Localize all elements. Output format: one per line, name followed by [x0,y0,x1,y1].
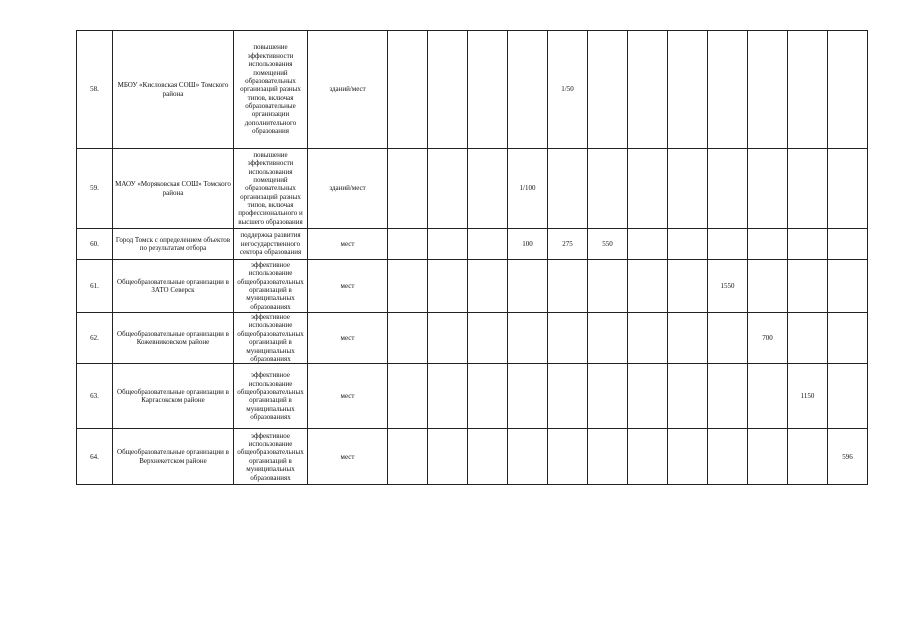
table-row [77,229,868,260]
value-cell: 1550 [708,260,748,313]
value-cell [828,260,868,313]
row-number: 62. [77,313,113,364]
value-cell [428,149,468,229]
value-cell [668,364,708,429]
object-goal: эффективное использование общеобразовательных организаций в муниципальных образованиях [234,364,308,429]
value-cell [388,260,428,313]
measure-unit: зданий/мест [308,149,388,229]
measure-unit: мест [308,260,388,313]
value-cell [708,313,748,364]
value-cell [468,260,508,313]
value-cell [668,313,708,364]
value-cell [508,313,548,364]
value-cell [628,364,668,429]
value-cell [468,31,508,149]
value-cell [828,313,868,364]
value-cell [428,229,468,260]
value-cell [388,229,428,260]
value-cell [548,149,588,229]
value-cell [508,260,548,313]
object-goal: поддержка развития негосударственного сектора образования [234,229,308,260]
row-number: 64. [77,429,113,485]
row-number: 58. [77,31,113,149]
value-cell [468,229,508,260]
value-cell [668,429,708,485]
value-cell [788,229,828,260]
value-cell [388,313,428,364]
value-cell [588,260,628,313]
value-cell: 275 [548,229,588,260]
value-cell [748,31,788,149]
value-cell [548,260,588,313]
table-body [77,31,868,485]
value-cell [668,260,708,313]
value-cell [788,31,828,149]
value-cell: 550 [588,229,628,260]
table-row [77,313,868,364]
value-cell [548,313,588,364]
row-number: 60. [77,229,113,260]
measure-unit: зданий/мест [308,31,388,149]
value-cell: 1/50 [548,31,588,149]
object-goal: эффективное использование общеобразовательных организаций в муниципальных образованиях [234,260,308,313]
table-row [77,31,868,149]
value-cell [708,31,748,149]
value-cell [828,364,868,429]
row-number: 59. [77,149,113,229]
table-row [77,260,868,313]
value-cell [508,429,548,485]
value-cell [628,429,668,485]
value-cell [428,260,468,313]
value-cell: 1/100 [508,149,548,229]
value-cell [748,429,788,485]
value-cell [668,229,708,260]
value-cell [628,229,668,260]
value-cell [548,429,588,485]
value-cell [588,429,628,485]
value-cell [428,313,468,364]
value-cell [788,149,828,229]
value-cell: 1150 [788,364,828,429]
value-cell [788,260,828,313]
measure-unit: мест [308,429,388,485]
value-cell [828,31,868,149]
value-cell [388,429,428,485]
value-cell: 100 [508,229,548,260]
value-cell [508,31,548,149]
value-cell [468,429,508,485]
value-cell [708,149,748,229]
value-cell [708,429,748,485]
value-cell [748,149,788,229]
value-cell [588,149,628,229]
value-cell [748,260,788,313]
value-cell [828,149,868,229]
value-cell [428,31,468,149]
object-name: МБОУ «Кисловская СОШ» Томского района [113,31,234,149]
table-row [77,364,868,429]
table-row [77,149,868,229]
value-cell [748,229,788,260]
value-cell [468,313,508,364]
value-cell [468,149,508,229]
value-cell [628,149,668,229]
value-cell [468,364,508,429]
value-cell [388,149,428,229]
value-cell [548,364,588,429]
measure-unit: мест [308,313,388,364]
value-cell [668,31,708,149]
value-cell [428,364,468,429]
value-cell [708,364,748,429]
value-cell [388,364,428,429]
value-cell [708,229,748,260]
value-cell [828,229,868,260]
value-cell [788,313,828,364]
value-cell [428,429,468,485]
row-number: 61. [77,260,113,313]
object-goal: эффективное использование общеобразовательных организаций в муниципальных образованиях [234,429,308,485]
object-goal: эффективное использование общеобразовательных организаций в муниципальных образованиях [234,313,308,364]
value-cell [788,429,828,485]
value-cell [628,260,668,313]
value-cell [748,364,788,429]
object-name: МАОУ «Моряковская СОШ» Томского района [113,149,234,229]
value-cell [388,31,428,149]
value-cell [668,149,708,229]
table-row [77,429,868,485]
value-cell [588,31,628,149]
value-cell: 596 [828,429,868,485]
measure-unit: мест [308,229,388,260]
value-cell [508,364,548,429]
object-name: Город Томск с определением объектов по результатам отбора [113,229,234,260]
object-name: Общеобразовательные организации в ЗАТО Северск [113,260,234,313]
value-cell [628,313,668,364]
value-cell: 700 [748,313,788,364]
value-cell [588,364,628,429]
object-goal: повышение эффективности использования помещений образовательных организаций разных типов, включая образовательные организации дополнительного образования [234,31,308,149]
row-number: 63. [77,364,113,429]
object-name: Общеобразовательные организации в Верхнекетском районе [113,429,234,485]
object-name: Общеобразовательные организации в Кожевниковском районе [113,313,234,364]
value-cell [588,313,628,364]
object-goal: повышение эффективности использования помещений образовательных организаций разных типов, включая профессионального и высшего образования [234,149,308,229]
value-cell [628,31,668,149]
program-table [76,30,868,485]
object-name: Общеобразовательные организации в Каргасокском районе [113,364,234,429]
measure-unit: мест [308,364,388,429]
